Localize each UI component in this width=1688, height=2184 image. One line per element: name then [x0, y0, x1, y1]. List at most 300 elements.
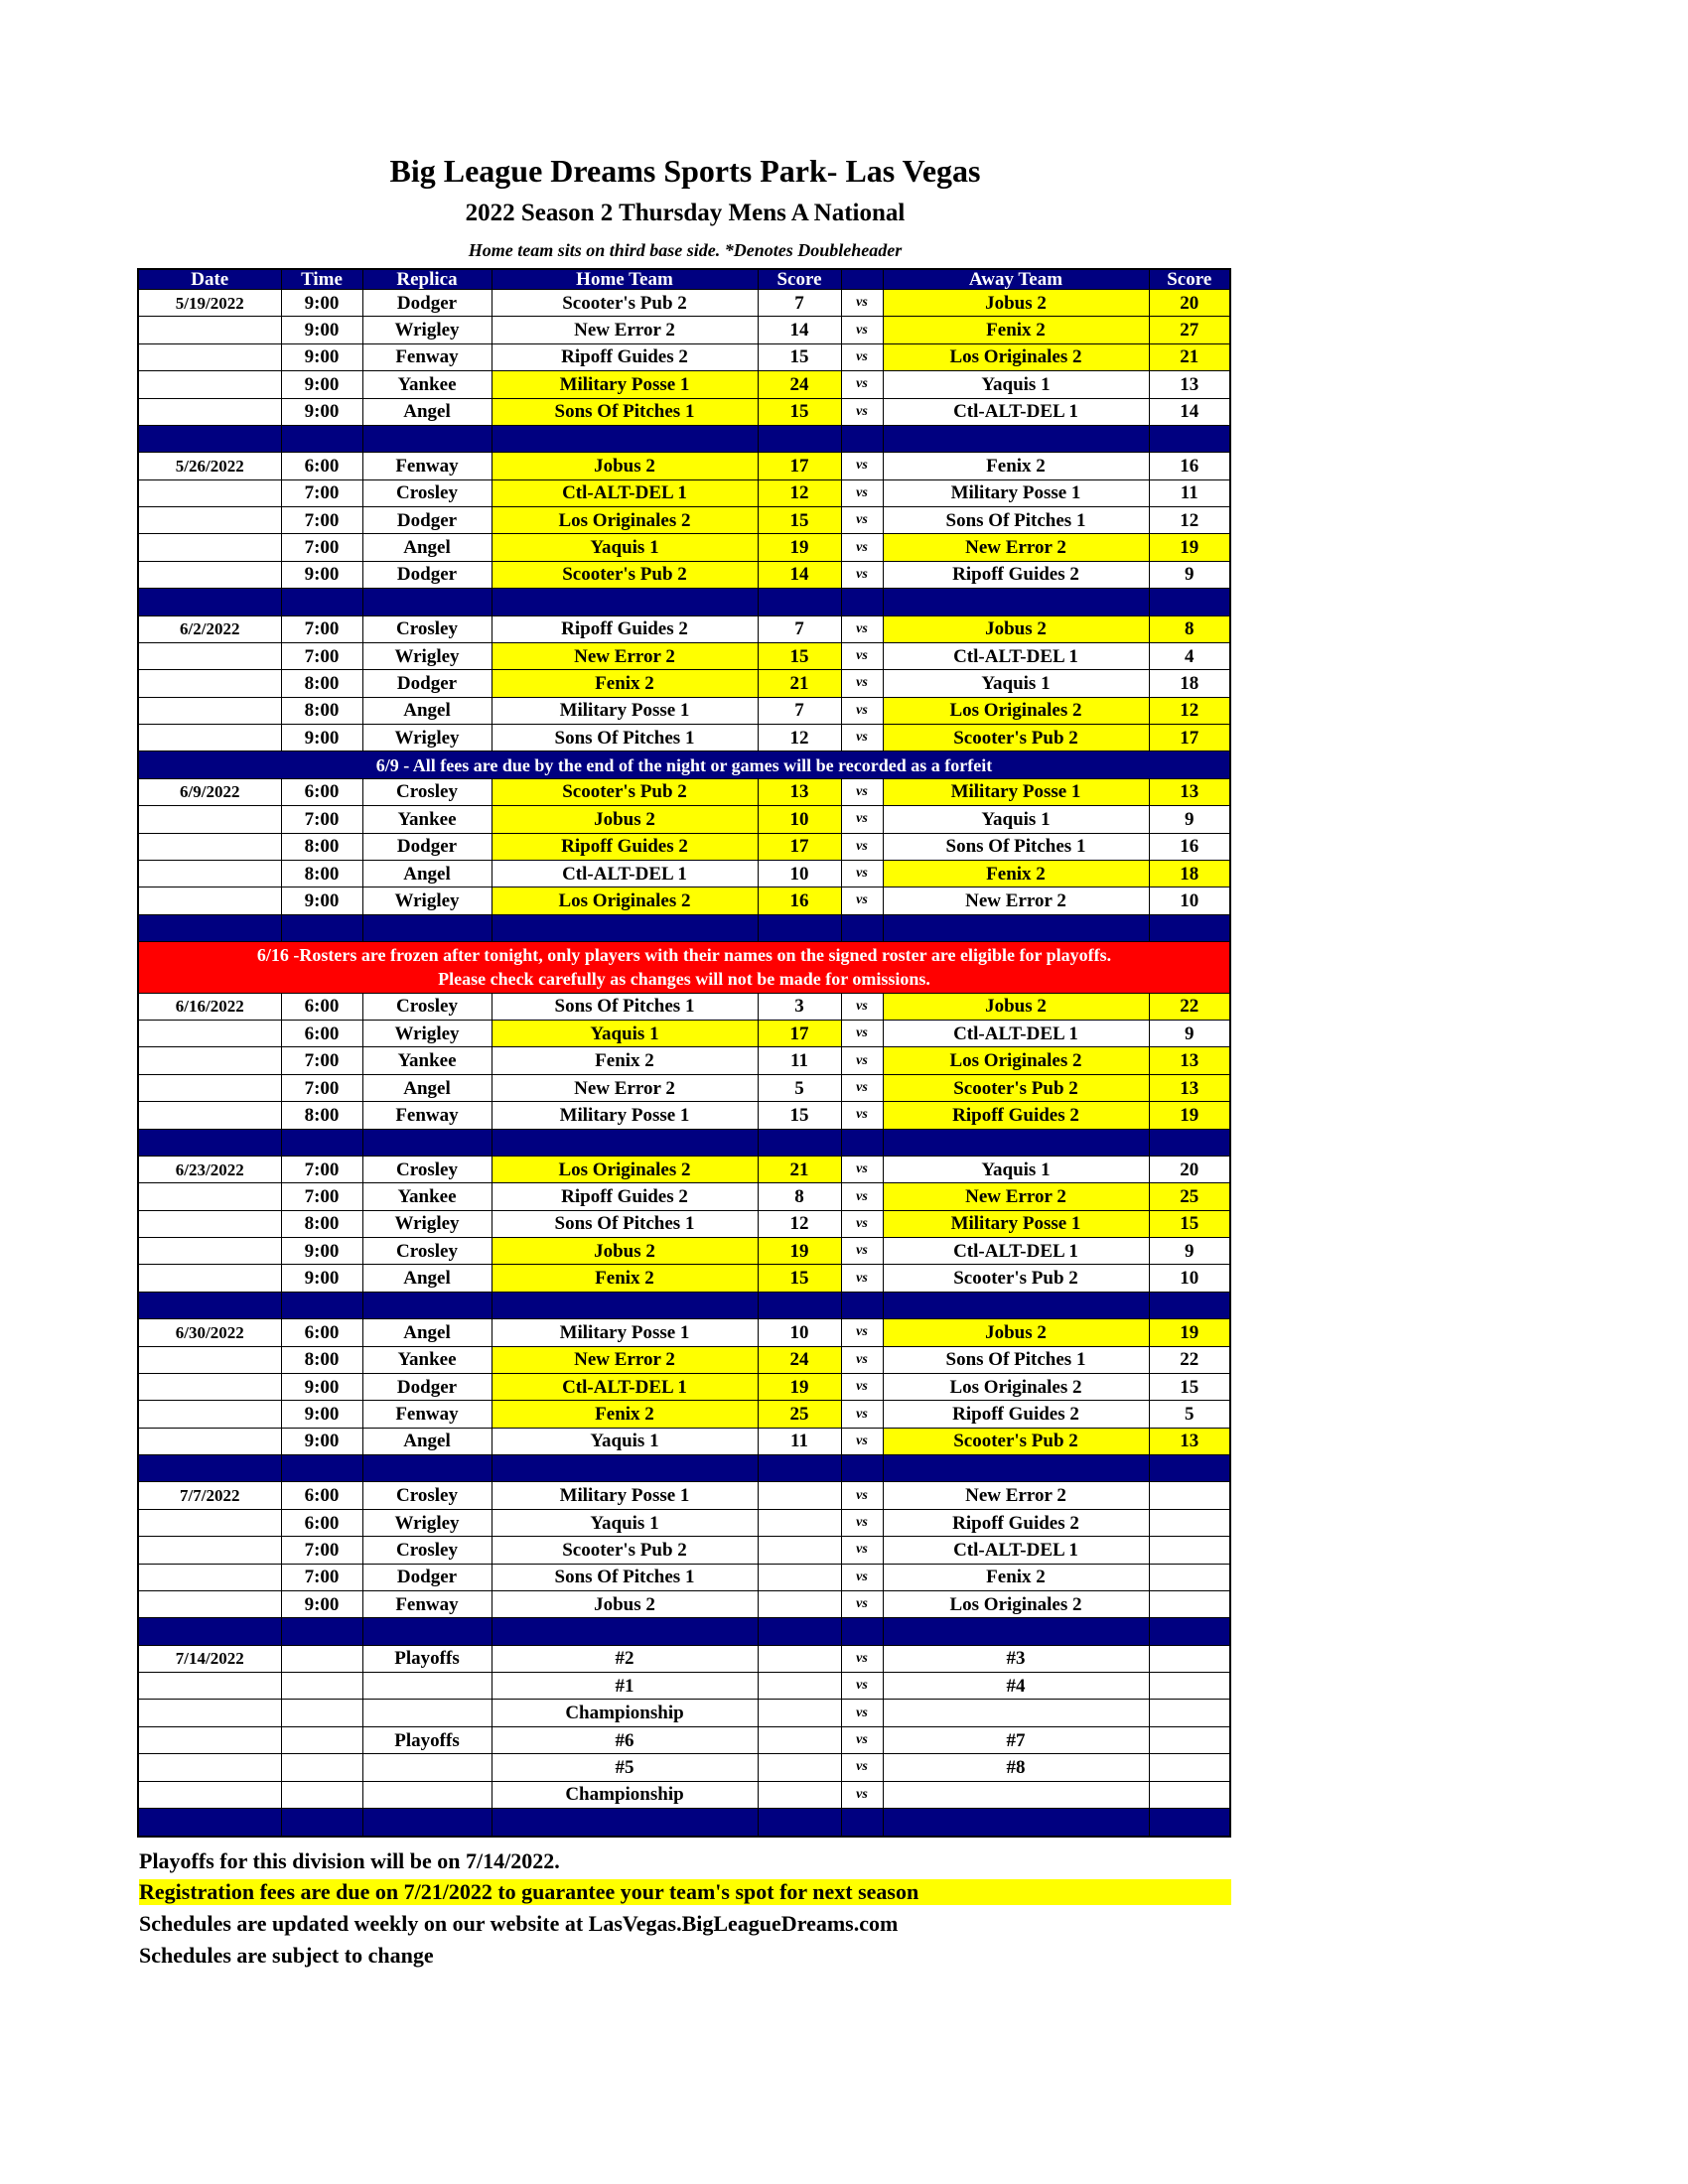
away-score: 13 [1149, 1428, 1230, 1454]
field-name [362, 1754, 492, 1781]
vs-label: vs [841, 1726, 883, 1753]
home-team: Fenix 2 [492, 1401, 758, 1428]
table-row [138, 860, 1230, 887]
away-team: Military Posse 1 [883, 778, 1149, 805]
home-score [758, 1645, 841, 1672]
away-score: 18 [1149, 670, 1230, 697]
field-name: Angel [362, 1428, 492, 1454]
table-row [138, 1645, 1230, 1672]
away-score: 9 [1149, 561, 1230, 588]
field-name: Dodger [362, 561, 492, 588]
vs-label: vs [841, 1373, 883, 1400]
away-team: Los Originales 2 [883, 1590, 1149, 1617]
away-score: 19 [1149, 534, 1230, 561]
home-team: Ctl-ALT-DEL 1 [492, 479, 758, 506]
field-name: Fenway [362, 1401, 492, 1428]
away-score [1149, 1673, 1230, 1700]
game-time: 6:00 [281, 778, 362, 805]
table-row [138, 1238, 1230, 1265]
home-team: Jobus 2 [492, 453, 758, 479]
field-name: Crosley [362, 1156, 492, 1182]
game-date [138, 806, 281, 833]
game-date [138, 561, 281, 588]
field-name: Angel [362, 1074, 492, 1101]
away-score [1149, 1726, 1230, 1753]
vs-label: vs [841, 1401, 883, 1428]
home-team: Fenix 2 [492, 1047, 758, 1074]
home-score: 14 [758, 561, 841, 588]
away-team: Jobus 2 [883, 1319, 1149, 1346]
game-time: 9:00 [281, 343, 362, 370]
field-name: Fenway [362, 453, 492, 479]
separator-cell [281, 914, 362, 941]
separator-cell [492, 1129, 758, 1156]
playoffs-note: Playoffs for this division will be on 7/14/2022. [139, 1848, 560, 1873]
away-team: Ctl-ALT-DEL 1 [883, 1537, 1149, 1564]
vs-label: vs [841, 1183, 883, 1210]
separator-cell [138, 1618, 281, 1645]
game-date [138, 1346, 281, 1373]
away-score [1149, 1564, 1230, 1590]
game-date [138, 860, 281, 887]
away-score: 11 [1149, 479, 1230, 506]
separator-cell [841, 1618, 883, 1645]
vs-label: vs [841, 1564, 883, 1590]
game-date [138, 725, 281, 751]
separator-cell [1149, 914, 1230, 941]
alert-row [138, 942, 1230, 994]
separator-cell [281, 425, 362, 452]
schedule-subtitle: 2022 Season 2 Thursday Mens A National [465, 200, 906, 226]
away-score: 15 [1149, 1210, 1230, 1237]
away-score: 13 [1149, 1047, 1230, 1074]
home-score: 3 [758, 993, 841, 1020]
away-team: Fenix 2 [883, 317, 1149, 343]
separator-cell [492, 589, 758, 615]
separator-cell [883, 1808, 1149, 1837]
game-date [138, 1183, 281, 1210]
away-score: 10 [1149, 887, 1230, 914]
table-row [138, 833, 1230, 860]
col-header-away-score: Score [1149, 269, 1230, 290]
table-row [138, 806, 1230, 833]
game-date [138, 1074, 281, 1101]
game-date [138, 343, 281, 370]
home-score: 15 [758, 507, 841, 534]
away-score [1149, 1645, 1230, 1672]
table-row [138, 993, 1230, 1020]
registration-note: Registration fees are due on 7/21/2022 to guarantee your team's spot for next season [139, 1879, 1231, 1905]
vs-label: vs [841, 317, 883, 343]
vs-label: vs [841, 479, 883, 506]
home-score: 12 [758, 479, 841, 506]
home-team: Scooter's Pub 2 [492, 778, 758, 805]
game-date [138, 534, 281, 561]
col-header-vs [841, 269, 883, 290]
separator-cell [883, 1455, 1149, 1482]
separator-cell [883, 589, 1149, 615]
game-date: 6/16/2022 [138, 993, 281, 1020]
away-team: New Error 2 [883, 887, 1149, 914]
game-time: 7:00 [281, 1156, 362, 1182]
away-score: 9 [1149, 1021, 1230, 1047]
game-time: 7:00 [281, 806, 362, 833]
field-name: Dodger [362, 670, 492, 697]
field-name: Fenway [362, 1102, 492, 1129]
separator-cell [758, 914, 841, 941]
game-date [138, 398, 281, 425]
separator-cell [492, 1808, 758, 1837]
table-row [138, 343, 1230, 370]
table-row [138, 778, 1230, 805]
vs-label: vs [841, 993, 883, 1020]
separator-cell [362, 1808, 492, 1837]
separator-cell [758, 425, 841, 452]
home-team: #5 [492, 1754, 758, 1781]
game-time: 9:00 [281, 398, 362, 425]
separator-cell [1149, 1808, 1230, 1837]
vs-label: vs [841, 725, 883, 751]
away-team [883, 1700, 1149, 1726]
table-row [138, 1183, 1230, 1210]
away-score: 17 [1149, 725, 1230, 751]
home-team: Los Originales 2 [492, 887, 758, 914]
separator-cell [281, 1129, 362, 1156]
vs-label: vs [841, 1673, 883, 1700]
game-date [138, 1726, 281, 1753]
table-row [138, 453, 1230, 479]
game-date: 6/23/2022 [138, 1156, 281, 1182]
separator-cell [883, 425, 1149, 452]
table-row [138, 1564, 1230, 1590]
home-score: 7 [758, 697, 841, 724]
home-team: #2 [492, 1645, 758, 1672]
field-name: Playoffs [362, 1726, 492, 1753]
separator-cell [1149, 1618, 1230, 1645]
vs-label: vs [841, 534, 883, 561]
field-name: Dodger [362, 1373, 492, 1400]
home-team: Scooter's Pub 2 [492, 290, 758, 317]
game-time: 9:00 [281, 1238, 362, 1265]
game-date [138, 1210, 281, 1237]
away-team: New Error 2 [883, 1482, 1149, 1509]
field-name: Wrigley [362, 887, 492, 914]
away-score [1149, 1700, 1230, 1726]
separator-cell [492, 1292, 758, 1318]
away-score: 19 [1149, 1102, 1230, 1129]
away-team: Military Posse 1 [883, 479, 1149, 506]
table-row [138, 1021, 1230, 1047]
game-date [138, 1590, 281, 1617]
away-score: 4 [1149, 642, 1230, 669]
table-row [138, 642, 1230, 669]
away-team: Sons Of Pitches 1 [883, 833, 1149, 860]
game-time: 7:00 [281, 1564, 362, 1590]
home-team: New Error 2 [492, 1074, 758, 1101]
away-team: New Error 2 [883, 1183, 1149, 1210]
home-score: 21 [758, 670, 841, 697]
vs-label: vs [841, 1590, 883, 1617]
home-score: 15 [758, 642, 841, 669]
game-date [138, 1509, 281, 1536]
game-time: 7:00 [281, 534, 362, 561]
away-team: Scooter's Pub 2 [883, 1428, 1149, 1454]
separator-cell [841, 1129, 883, 1156]
separator-cell [138, 425, 281, 452]
separator-row [138, 1455, 1230, 1482]
home-score: 12 [758, 725, 841, 751]
away-score: 21 [1149, 343, 1230, 370]
table-row [138, 371, 1230, 398]
vs-label: vs [841, 1346, 883, 1373]
home-score: 19 [758, 1373, 841, 1400]
home-score [758, 1509, 841, 1536]
home-team: Military Posse 1 [492, 1319, 758, 1346]
game-date [138, 1401, 281, 1428]
home-team: Yaquis 1 [492, 534, 758, 561]
game-date [138, 833, 281, 860]
home-score: 19 [758, 1238, 841, 1265]
vs-label: vs [841, 1537, 883, 1564]
home-team: Yaquis 1 [492, 1428, 758, 1454]
field-name: Dodger [362, 507, 492, 534]
separator-cell [492, 1618, 758, 1645]
separator-cell [281, 1292, 362, 1318]
separator-cell [841, 425, 883, 452]
game-time: 9:00 [281, 1265, 362, 1292]
game-time [281, 1673, 362, 1700]
home-team: New Error 2 [492, 642, 758, 669]
home-team: Scooter's Pub 2 [492, 1537, 758, 1564]
game-time: 8:00 [281, 670, 362, 697]
vs-label: vs [841, 806, 883, 833]
table-row [138, 1482, 1230, 1509]
home-team: Sons Of Pitches 1 [492, 725, 758, 751]
home-score [758, 1673, 841, 1700]
game-date [138, 1564, 281, 1590]
game-date [138, 371, 281, 398]
roster-alert-line-2: Please check carefully as changes will not be made for omissions. [438, 969, 930, 990]
away-team: New Error 2 [883, 534, 1149, 561]
away-score: 15 [1149, 1373, 1230, 1400]
field-name: Wrigley [362, 642, 492, 669]
game-date: 7/7/2022 [138, 1482, 281, 1509]
vs-label: vs [841, 1428, 883, 1454]
home-team: Yaquis 1 [492, 1509, 758, 1536]
home-score [758, 1590, 841, 1617]
separator-cell [138, 1292, 281, 1318]
away-team: Yaquis 1 [883, 1156, 1149, 1182]
vs-label: vs [841, 1781, 883, 1808]
away-team: Scooter's Pub 2 [883, 725, 1149, 751]
separator-cell [758, 1455, 841, 1482]
change-note: Schedules are subject to change [139, 1943, 434, 1968]
field-name: Wrigley [362, 725, 492, 751]
field-name: Angel [362, 860, 492, 887]
table-row [138, 725, 1230, 751]
game-date [138, 1428, 281, 1454]
table-row [138, 1726, 1230, 1753]
away-score: 9 [1149, 1238, 1230, 1265]
separator-cell [1149, 1292, 1230, 1318]
home-score: 16 [758, 887, 841, 914]
table-row [138, 1673, 1230, 1700]
field-name: Playoffs [362, 1645, 492, 1672]
away-team: Ripoff Guides 2 [883, 561, 1149, 588]
home-team: Jobus 2 [492, 1238, 758, 1265]
away-team: Jobus 2 [883, 993, 1149, 1020]
game-time [281, 1781, 362, 1808]
vs-label: vs [841, 561, 883, 588]
home-team: Ripoff Guides 2 [492, 1183, 758, 1210]
away-team: Ctl-ALT-DEL 1 [883, 398, 1149, 425]
vs-label: vs [841, 1754, 883, 1781]
field-name: Yankee [362, 1183, 492, 1210]
away-score [1149, 1781, 1230, 1808]
game-time: 6:00 [281, 1509, 362, 1536]
away-score: 19 [1149, 1319, 1230, 1346]
game-date [138, 1781, 281, 1808]
home-score [758, 1726, 841, 1753]
separator-cell [138, 1455, 281, 1482]
game-time: 9:00 [281, 561, 362, 588]
vs-label: vs [841, 615, 883, 642]
col-header-replica: Replica [362, 269, 492, 290]
game-date [138, 642, 281, 669]
table-row [138, 1346, 1230, 1373]
away-score: 13 [1149, 778, 1230, 805]
table-row [138, 1373, 1230, 1400]
game-time: 9:00 [281, 1428, 362, 1454]
field-name: Crosley [362, 479, 492, 506]
table-row [138, 561, 1230, 588]
field-name [362, 1673, 492, 1700]
vs-label: vs [841, 290, 883, 317]
page-title: Big League Dreams Sports Park- Las Vegas [389, 153, 981, 189]
home-team: Ripoff Guides 2 [492, 343, 758, 370]
game-time: 9:00 [281, 290, 362, 317]
separator-cell [492, 914, 758, 941]
table-row [138, 1537, 1230, 1564]
table-row [138, 1428, 1230, 1454]
home-team: Championship [492, 1781, 758, 1808]
separator-cell [1149, 425, 1230, 452]
home-score [758, 1754, 841, 1781]
game-time: 7:00 [281, 1074, 362, 1101]
col-header-home-team: Home Team [492, 269, 758, 290]
game-time: 6:00 [281, 1482, 362, 1509]
table-row [138, 1074, 1230, 1101]
separator-cell [281, 1808, 362, 1837]
separator-row [138, 1129, 1230, 1156]
separator-cell [758, 1292, 841, 1318]
table-row [138, 290, 1230, 317]
home-score: 15 [758, 1265, 841, 1292]
separator-cell [758, 589, 841, 615]
field-name: Yankee [362, 1047, 492, 1074]
table-row [138, 317, 1230, 343]
fee-notice: 6/9 - All fees are due by the end of the night or games will be recorded as a forfeit [138, 751, 1230, 778]
field-name: Yankee [362, 806, 492, 833]
away-score: 22 [1149, 993, 1230, 1020]
separator-cell [758, 1618, 841, 1645]
game-date [138, 1238, 281, 1265]
away-team: Jobus 2 [883, 290, 1149, 317]
game-time: 9:00 [281, 317, 362, 343]
table-row [138, 1265, 1230, 1292]
vs-label: vs [841, 1047, 883, 1074]
separator-row [138, 589, 1230, 615]
away-team: Los Originales 2 [883, 697, 1149, 724]
home-score: 19 [758, 534, 841, 561]
separator-cell [1149, 1129, 1230, 1156]
vs-label: vs [841, 670, 883, 697]
separator-cell [883, 1292, 1149, 1318]
home-score: 17 [758, 1021, 841, 1047]
separator-cell [362, 1455, 492, 1482]
game-time: 8:00 [281, 697, 362, 724]
home-score: 14 [758, 317, 841, 343]
game-time: 7:00 [281, 1047, 362, 1074]
field-name: Crosley [362, 615, 492, 642]
field-name [362, 1781, 492, 1808]
game-date [138, 1537, 281, 1564]
vs-label: vs [841, 1021, 883, 1047]
field-name: Angel [362, 1319, 492, 1346]
separator-cell [841, 589, 883, 615]
separator-cell [281, 1618, 362, 1645]
field-name: Yankee [362, 1346, 492, 1373]
game-date [138, 317, 281, 343]
vs-label: vs [841, 1482, 883, 1509]
away-team: Ctl-ALT-DEL 1 [883, 1238, 1149, 1265]
home-score: 12 [758, 1210, 841, 1237]
away-team: Sons Of Pitches 1 [883, 1346, 1149, 1373]
game-time: 7:00 [281, 615, 362, 642]
game-time [281, 1754, 362, 1781]
separator-cell [138, 914, 281, 941]
vs-label: vs [841, 887, 883, 914]
home-score [758, 1482, 841, 1509]
field-name: Fenway [362, 1590, 492, 1617]
home-team: Jobus 2 [492, 806, 758, 833]
table-row [138, 1509, 1230, 1536]
away-team: Fenix 2 [883, 1564, 1149, 1590]
home-team: Military Posse 1 [492, 371, 758, 398]
game-date [138, 670, 281, 697]
home-score: 17 [758, 833, 841, 860]
table-row [138, 1047, 1230, 1074]
game-time: 9:00 [281, 887, 362, 914]
game-date [138, 1265, 281, 1292]
game-date [138, 887, 281, 914]
away-score [1149, 1590, 1230, 1617]
game-time [281, 1700, 362, 1726]
home-score [758, 1700, 841, 1726]
game-time: 7:00 [281, 642, 362, 669]
vs-label: vs [841, 1645, 883, 1672]
home-score: 10 [758, 1319, 841, 1346]
separator-cell [883, 1129, 1149, 1156]
game-time [281, 1726, 362, 1753]
field-name [362, 1700, 492, 1726]
vs-label: vs [841, 453, 883, 479]
away-team: #4 [883, 1673, 1149, 1700]
game-time: 8:00 [281, 860, 362, 887]
away-score [1149, 1537, 1230, 1564]
home-score: 7 [758, 290, 841, 317]
home-score: 17 [758, 453, 841, 479]
